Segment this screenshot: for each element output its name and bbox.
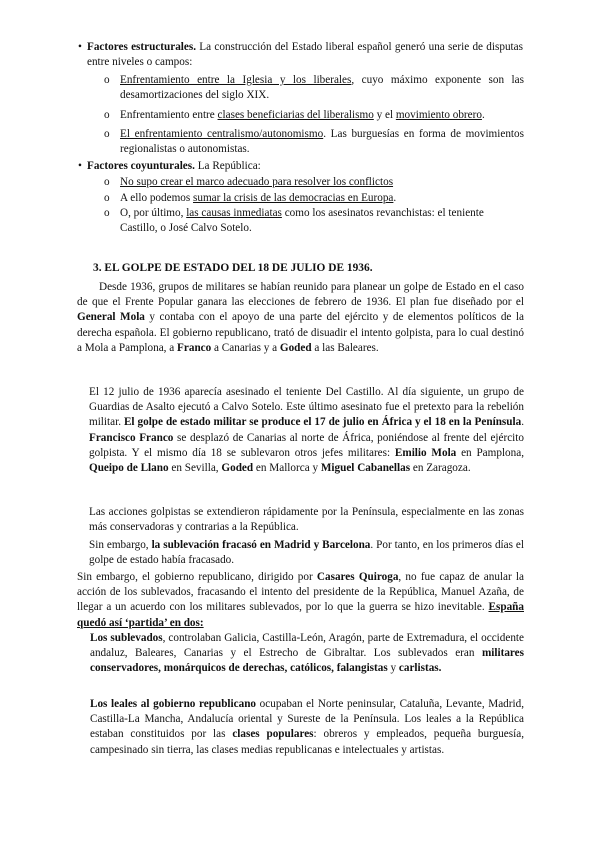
sub-item-causas: o O, por último, las causas inmediatas como los asesinatos revanchistas: el teniente Castillo, o José Calvo Sotelo.	[104, 207, 484, 235]
sub-item-clases: o Enfrentamiento entre clases beneficiarias del liberalismo y el movimiento obrero.	[104, 109, 485, 121]
paragraph-planning: Desde 1936, grupos de militares se habían reunido para planear un golpe de Estado en el caso de que el Frente Popular ganara las elecciones de febrero de 1936. El plan fue diseñado por el General Mola y contaba con el apoyo de una parte del ejército y de elementos políticos de la derecha española. El gobierno republicano, trató de disuadir el intento golpista, para lo cual destinó a Mola a Pamplona, a Franco a Canarias y a Goded a las Baleares.	[77, 281, 524, 354]
paragraph-gobierno: Sin embargo, el gobierno republicano, dirigido por Casares Quiroga, no fue capaz de anular la acción de los sublevados, fracasando el intento del presidente de la República, Manuel Azaña, de llegar a un acuerdo con los militares sublevados, por lo que la guerra se hizo inevitable. España quedó así ‘partida’ en dos:	[77, 571, 524, 629]
bullet-factores-estructurales: • Factores estructurales. La construcción del Estado liberal español generó una serie de disputas entre niveles o campos:	[78, 41, 523, 69]
sub-item-centralismo: o El enfrentamiento centralismo/autonomismo. Las burguesías en forma de movimientos regionalistas o autonomistas.	[104, 128, 524, 156]
bullet-factores-coyunturales: • Factores coyunturales. La República:	[78, 160, 261, 172]
sub-item-crisis: o A ello podemos sumar la crisis de las democracias en Europa.	[104, 192, 397, 204]
list-item-sublevados: Los sublevados, controlaban Galicia, Castilla-León, Aragón, parte de Extremadura, el occidente andaluz, Baleares, Canarias y el Estrecho de Gibraltar. Los sublevados eran militares conservadores, monárquicos de derechas, católicos, falangistas y carlistas.	[90, 632, 524, 675]
factores-estructurales-label: Factores estructurales.	[87, 41, 197, 53]
sub-item-iglesia: o Enfrentamiento entre la Iglesia y los liberales, cuyo máximo exponente son las desamortizaciones del siglo XIX.	[104, 74, 524, 102]
sub-item-marco: o No supo crear el marco adecuado para resolver los conflictos	[104, 176, 394, 188]
paragraph-fracaso: Sin embargo, la sublevación fracasó en Madrid y Barcelona. Por tanto, en los primeros días el golpe de estado había fracasado.	[89, 539, 525, 567]
paragraph-acciones: Las acciones golpistas se extendieron rápidamente por la Península, especialmente en las zonas más conservadoras y contrarias a la República.	[89, 506, 524, 534]
paragraph-golpe: El 12 julio de 1936 aparecía asesinado el teniente Del Castillo. Al día siguiente, un grupo de Guardias de Asalto ejecutó a Calvo Sotelo. Este último asesinato fue el pretexto para la rebelión militar. El golpe de estado militar se produce el 17 de julio en África y el 18 en la Península. Francisco Franco se desplazó de Canarias al norte de África, poniéndose al frente del ejército golpista. Y el mismo día 18 se sublevaron otros jefes militares: Emilio Mola en Pamplona, Queipo de Llano en Sevilla, Goded en Mallorca y Miguel Cabanellas en Zaragoza.	[89, 386, 524, 475]
section-title: 3. EL GOLPE DE ESTADO DEL 18 DE JULIO DE 1936.	[93, 262, 373, 274]
bullet-marker: •	[78, 41, 82, 53]
list-item-leales: Los leales al gobierno republicano ocupaban el Norte peninsular, Cataluña, Levante, Madrid, Castilla-La Mancha, Andalucía oriental y Sureste de la Península. Los leales a la República estaban constituidos por las clases populares: obreros y empleados, pequeña burguesía, campesinado sin tierra, las clases medias republicanas e intelectuales y artistas.	[90, 698, 524, 756]
factores-coyunturales-label: Factores coyunturales.	[87, 160, 195, 172]
